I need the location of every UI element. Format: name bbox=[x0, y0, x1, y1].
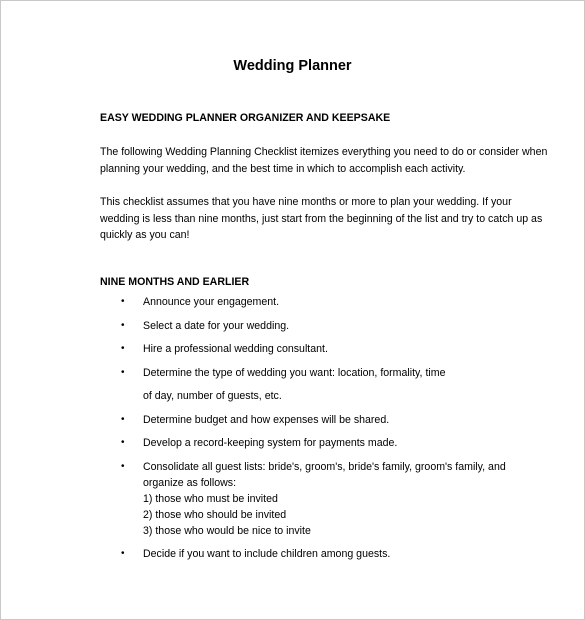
paragraph-line: The following Wedding Planning Checklist itemizes everything you need to do or consider when bbox=[100, 146, 548, 158]
paragraph-line: This checklist assumes that you have nine months or more to plan your wedding. If your bbox=[100, 196, 512, 208]
bullet-icon: • bbox=[121, 548, 125, 559]
list-item-line: Hire a professional wedding consultant. bbox=[143, 343, 328, 355]
list-item-text bbox=[143, 412, 389, 428]
bullet-icon: • bbox=[121, 437, 125, 448]
list-item-line: organize as follows: bbox=[143, 477, 237, 489]
intro-paragraph bbox=[100, 144, 548, 177]
list-item-line: Consolidate all guest lists: bride's, groom's, bride's family, groom's family, and bbox=[143, 461, 506, 473]
period-heading: NINE MONTHS AND EARLIER bbox=[100, 276, 250, 288]
bullet-icon: • bbox=[121, 320, 125, 331]
list-item-text bbox=[143, 459, 506, 539]
bullet-icon: • bbox=[121, 343, 125, 354]
list-item-line: 1) those who must be invited bbox=[143, 493, 278, 505]
list-item-text bbox=[143, 341, 328, 357]
list-item-text bbox=[143, 294, 279, 310]
list-item-line: Select a date for your wedding. bbox=[143, 320, 290, 332]
list-item-line: of day, number of guests, etc. bbox=[143, 390, 282, 402]
paragraph-line: planning your wedding, and the best time in which to accomplish each activity. bbox=[100, 162, 466, 175]
list-item-line: Determine budget and how expenses will be shared. bbox=[143, 414, 390, 426]
list-item-text bbox=[143, 318, 289, 334]
list-item-line: 3) those who would be nice to invite bbox=[143, 525, 311, 537]
list-item-line: Develop a record-keeping system for payments made. bbox=[143, 437, 398, 449]
list-item-line: Announce your engagement. bbox=[143, 296, 280, 308]
list-item-text bbox=[143, 546, 390, 562]
note-paragraph bbox=[100, 194, 543, 244]
list-item-text bbox=[143, 388, 282, 404]
bullet-icon: • bbox=[121, 461, 125, 472]
document-title: Wedding Planner bbox=[233, 58, 352, 74]
paragraph-line: wedding is less than nine months, just start from the beginning of the list and try to catch up as bbox=[100, 212, 543, 225]
bullet-icon: • bbox=[121, 414, 125, 425]
bullet-icon: • bbox=[121, 367, 125, 378]
list-item-text bbox=[143, 365, 445, 381]
list-item-line: Determine the type of wedding you want: location, formality, time bbox=[143, 367, 446, 379]
paragraph-line: quickly as you can! bbox=[100, 229, 190, 241]
section-heading: EASY WEDDING PLANNER ORGANIZER AND KEEPSAKE bbox=[100, 112, 391, 124]
list-item-line: Decide if you want to include children among guests. bbox=[143, 548, 391, 560]
bullet-icon: • bbox=[121, 296, 125, 307]
list-item-line: 2) those who should be invited bbox=[143, 509, 287, 521]
list-item-text bbox=[143, 435, 397, 451]
